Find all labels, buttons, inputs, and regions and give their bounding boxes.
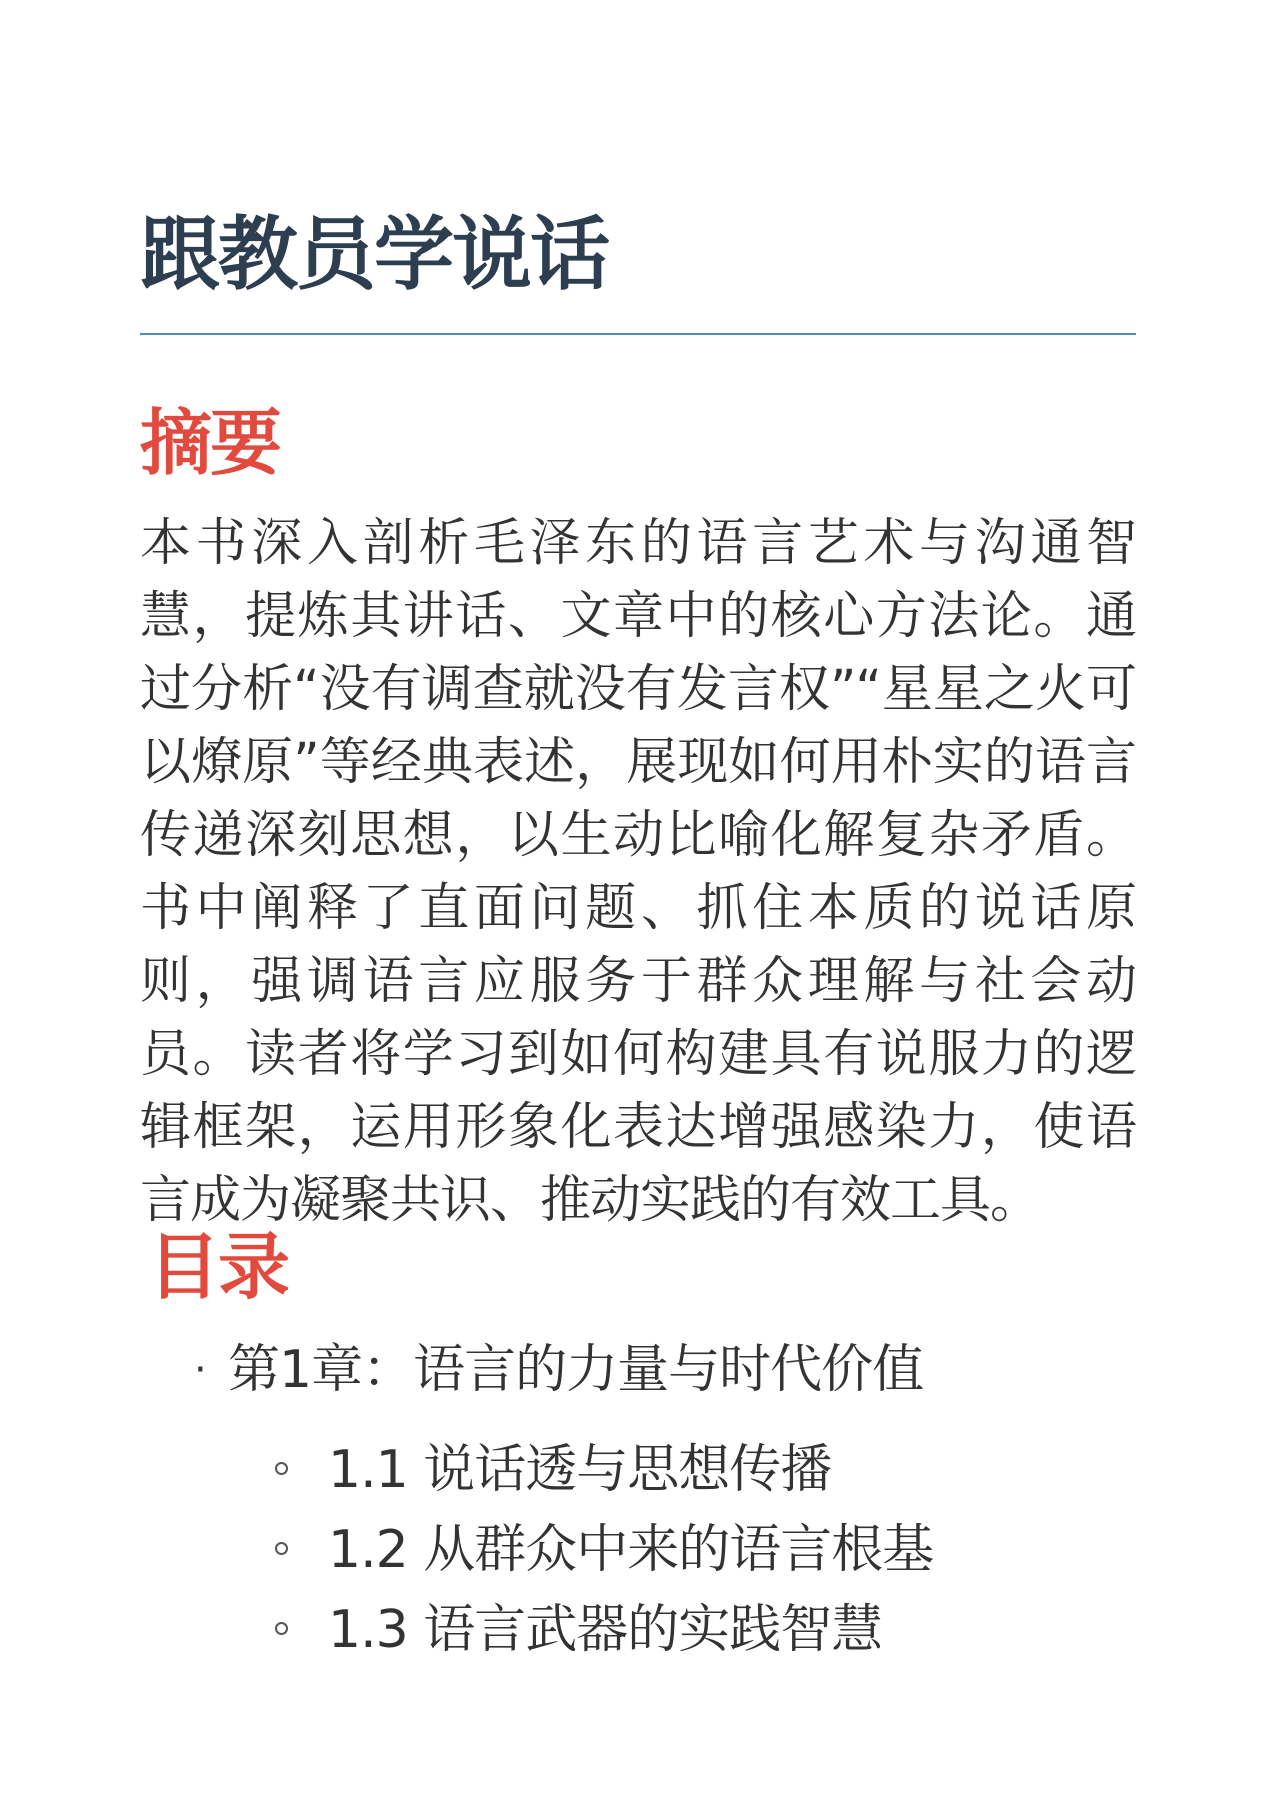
hollow-circle-bullet-icon [275, 1542, 288, 1555]
document-title: 跟教员学说话 [140, 208, 608, 301]
toc-section-label[interactable]: 1.2 从群众中来的语言根基 [328, 1520, 934, 1580]
toc-chapter-label[interactable]: 第1章：语言的力量与时代价值 [228, 1340, 924, 1400]
abstract-text: 本书深入剖析毛泽东的语言艺术与沟通智慧，提炼其讲话、文章中的核心方法论。通过分析“没有调查就没有发言权”“星星之火可以燎原”等经典表述，展现如何用朴实的语言传递深刻思想，以生动比喻化解复杂矛盾。书中阐释了直面问题、抓住本质的说话原则，强调语言应服务于群众理解与社会动员。读者将学习到如何构建具有说服力的逻辑框架，运用形象化表达增强感染力，使语言成为凝聚共识、推动实践的有效工具。 [140, 514, 1136, 1230]
chapter-bullet-icon: · [194, 1347, 206, 1393]
toc-section-item[interactable] [140, 1430, 1136, 1510]
toc-section-item[interactable] [140, 1590, 1136, 1670]
toc-heading: 目录 [148, 1225, 289, 1309]
hollow-circle-bullet-icon [275, 1622, 288, 1635]
toc-list [140, 1330, 1136, 1660]
abstract-heading: 摘要 [140, 401, 281, 485]
toc-section-list [140, 1430, 1136, 1670]
toc-section-item[interactable] [140, 1510, 1136, 1590]
toc-chapter-item[interactable] [140, 1330, 1136, 1660]
toc-section-label[interactable]: 1.1 说话透与思想传播 [328, 1440, 832, 1500]
hollow-circle-bullet-icon [275, 1462, 288, 1475]
title-divider [140, 333, 1136, 335]
toc-section-label[interactable]: 1.3 语言武器的实践智慧 [328, 1600, 883, 1660]
